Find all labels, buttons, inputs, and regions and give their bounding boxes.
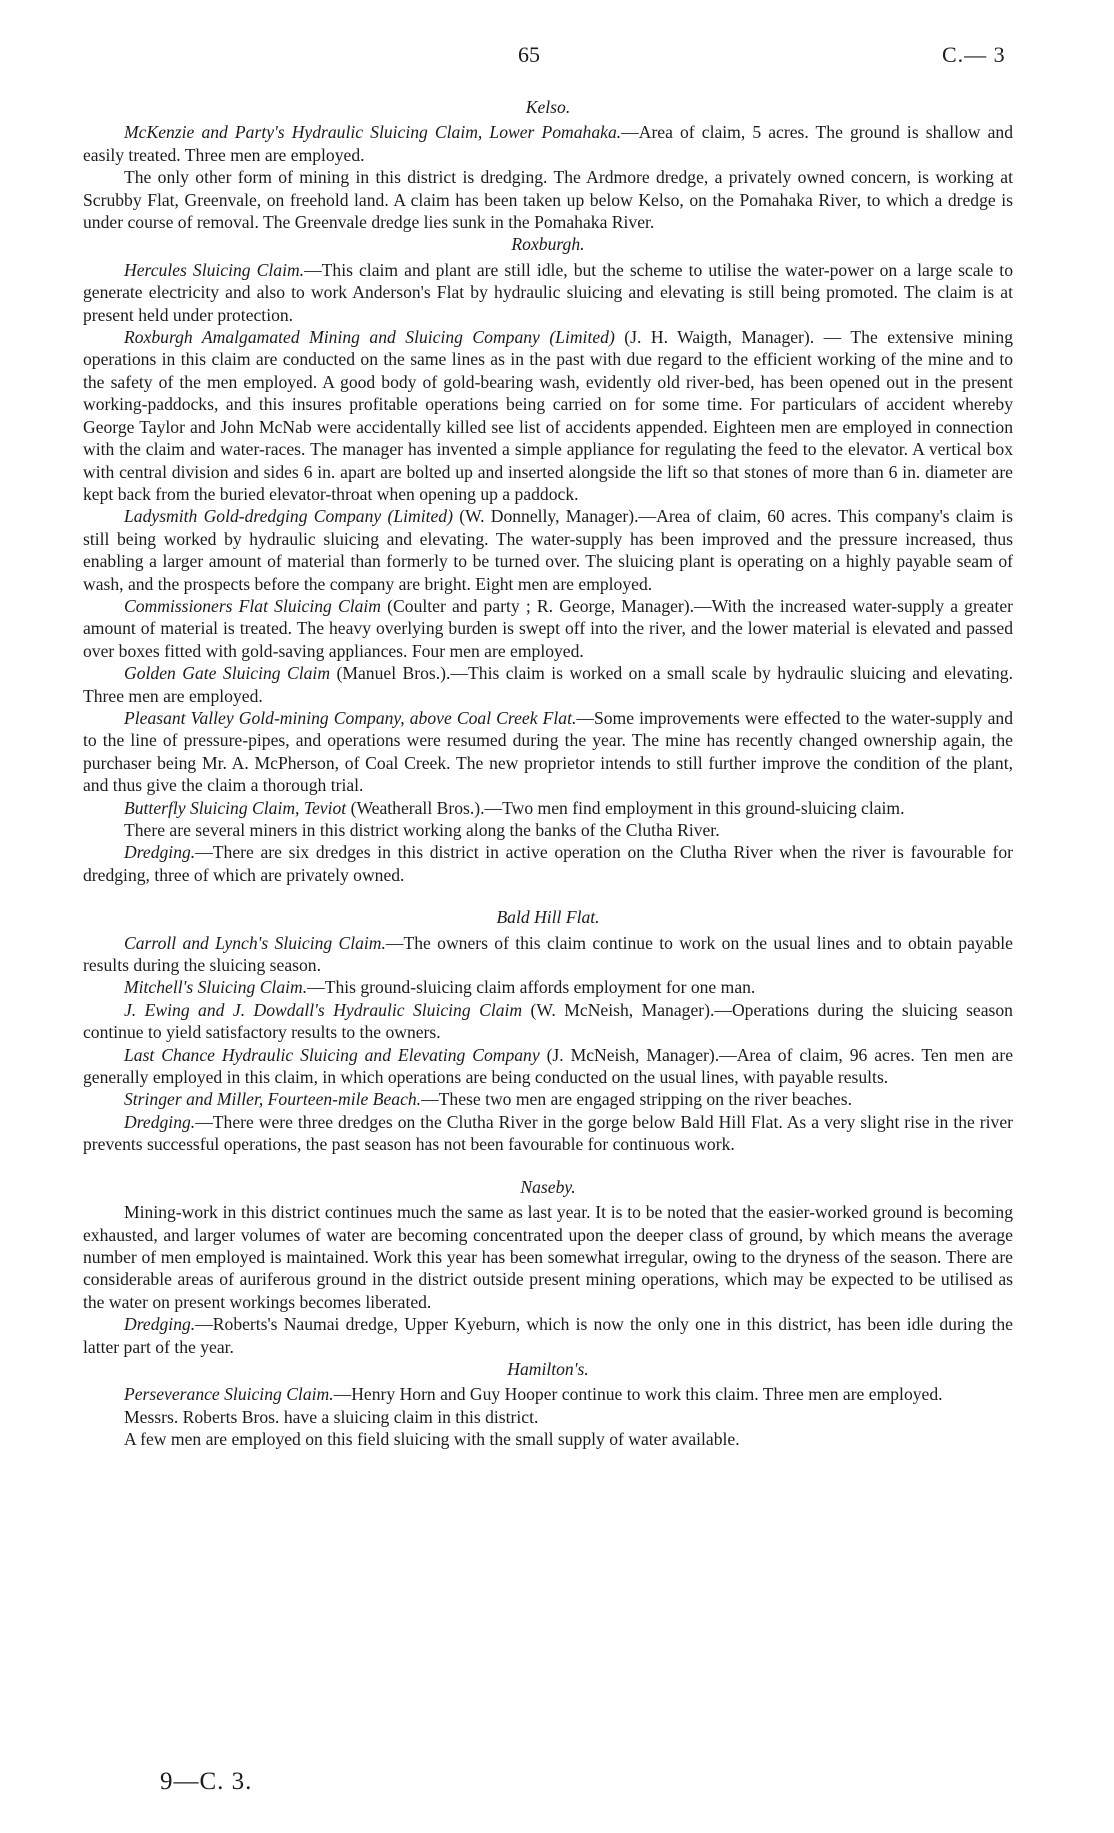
- paragraph-text: —These two men are engaged stripping on the river beaches.: [421, 1089, 852, 1110]
- paragraph-text: —Some improvements were effected to the water-supply and to the line of pressure-pipes, and operations were resumed during the year. The mine has recently changed ownership again, the purchaser being Mr. A. McPherson, of Coal Creek. The new proprietor intends to still further improve the condition of the plant, and thus give the claim a thorough trial.: [83, 707, 1013, 796]
- paragraph-text: (Coulter and party ; R. George, Manager).—With the increased water-supply a greater amount of material is treated. The heavy overlying burden is swept off into the river, and the lower material is elevated and passed over boxes fitted with gold-saving appliances. Four men are employed.: [83, 595, 1013, 661]
- paragraph-text: (W. Donnelly, Manager).—Area of claim, 60 acres. This company's claim is still being worked by hydraulic sluicing and elevating. The water-supply has been improved and the pressure increased, thus enabling a larger amount of material than formerly to be turned over. The sluicing plant is operating on a highly payable seam of wash, and the prospects before the company are bright. Eight men are employed.: [83, 506, 1013, 594]
- claim-name: McKenzie and Party's Hydraulic Sluicing Claim, Lower Pomahaka.: [124, 122, 622, 143]
- claim-name: Golden Gate Sluicing Claim: [124, 663, 331, 684]
- paragraph: [83, 662, 1013, 707]
- paragraph: [83, 819, 1013, 841]
- paragraph-text: (Manuel Bros.).—This claim is worked on a small scale by hydraulic sluicing and elevating. Three men are employed.: [83, 663, 1013, 706]
- claim-name: Dredging.: [124, 842, 196, 863]
- paragraph-text: —The owners of this claim continue to work on the usual lines and to obtain payable results during the sluicing season.: [83, 932, 1013, 976]
- paragraph: [83, 1044, 1013, 1089]
- document-reference: C.— 3: [942, 42, 1006, 67]
- claim-name: Butterfly Sluicing Claim, Teviot: [124, 797, 347, 818]
- paragraph: [83, 797, 1013, 819]
- paragraph-text: —Area of claim, 5 acres. The ground is shallow and easily treated. Three men are employed.: [83, 122, 1013, 165]
- claim-name: Carroll and Lynch's Sluicing Claim.: [124, 932, 386, 953]
- paragraph-text: —There were three dredges on the Clutha River in the gorge below Bald Hill Flat. As a very slight rise in the river prevents successful operations, the past season has not been favourable for continuous work.: [83, 1111, 1013, 1155]
- paragraph: [83, 505, 1013, 595]
- paragraph: [83, 1428, 1013, 1450]
- claim-name: Roxburgh Amalgamated Mining and Sluicing Company (Limited): [124, 327, 615, 348]
- paragraph: [83, 166, 1013, 233]
- claim-name: Pleasant Valley Gold-mining Company, above Coal Creek Flat.: [124, 707, 577, 728]
- paragraph: [83, 999, 1013, 1044]
- paragraph-text: (W. McNeish, Manager).—Operations during the sluicing season continue to yield satisfactory results to the owners.: [83, 999, 1013, 1043]
- section-heading: Bald Hill Flat.: [496, 907, 600, 928]
- paragraph-text: Messrs. Roberts Bros. have a sluicing claim in this district.: [124, 1406, 539, 1427]
- paragraph: [83, 1313, 1013, 1358]
- paragraph-text: —Roberts's Naumai dredge, Upper Kyeburn, which is now the only one in this district, has been idle during the latter part of the year.: [83, 1314, 1013, 1357]
- section-heading: Kelso.: [525, 97, 571, 117]
- claim-name: Mitchell's Sluicing Claim.: [124, 977, 308, 998]
- section-heading: Roxburgh.: [511, 234, 585, 255]
- paragraph-text: —This claim and plant are still idle, but the scheme to utilise the water-power on a large scale to generate electricity and also to work Anderson's Flat by hydraulic sluicing and elevating is still being promoted. The claim is at present held under protection.: [83, 259, 1013, 325]
- page-number: 65: [518, 42, 540, 67]
- paragraph: [83, 1406, 1013, 1428]
- page-header: [0, 44, 1114, 70]
- section-heading: Hamilton's.: [507, 1358, 589, 1379]
- paragraph: [83, 1201, 1013, 1313]
- paragraph: [83, 841, 1013, 886]
- paragraph: [83, 121, 1013, 166]
- paragraph-text: —There are six dredges in this district in active operation on the Clutha River when the river is favourable for dredging, three of which are privately owned.: [83, 842, 1013, 885]
- paragraph: [83, 932, 1013, 977]
- paragraph: [83, 1383, 1013, 1405]
- paragraph: [83, 1088, 1013, 1110]
- claim-name: Stringer and Miller, Fourteen-mile Beach.: [124, 1089, 422, 1110]
- paragraph-text: There are several miners in this district working along the banks of the Clutha River.: [124, 820, 720, 840]
- paragraph: [83, 1111, 1013, 1156]
- claim-name: Dredging.: [124, 1314, 196, 1335]
- paragraph-text: (J. McNeish, Manager).—Area of claim, 96 acres. Ten men are generally employed in this claim, in which operations are being conducted on the usual lines, with payable results.: [83, 1044, 1013, 1088]
- paragraph-text: (Weatherall Bros.).—Two men find employment in this ground-sluicing claim.: [346, 797, 905, 818]
- claim-name: Ladysmith Gold-dredging Company (Limited): [124, 506, 453, 527]
- claim-name: Hercules Sluicing Claim.: [124, 259, 305, 280]
- claim-name: J. Ewing and J. Dowdall's Hydraulic Sluicing Claim: [124, 999, 523, 1020]
- paragraph-text: —This ground-sluicing claim affords employment for one man.: [307, 977, 756, 998]
- section-heading: Naseby.: [520, 1176, 576, 1197]
- paragraph-text: A few men are employed on this field sluicing with the small supply of water available.: [124, 1429, 740, 1450]
- claim-name: Last Chance Hydraulic Sluicing and Elevating Company: [124, 1044, 540, 1065]
- paragraph: [83, 326, 1013, 505]
- paragraph: [83, 976, 1013, 998]
- paragraph-text: —Henry Horn and Guy Hooper continue to work this claim. Three men are employed.: [333, 1384, 943, 1405]
- paragraph: [83, 259, 1013, 326]
- document-body: [83, 96, 1013, 1451]
- paragraph-text: (J. H. Waigth, Manager). — The extensive mining operations in this claim are conducted on the same lines as in the past with due regard to the efficient working of the mine and to the safety of the men employed. A good body of gold-bearing wash, evidently old river-bed, has been opened out in the present working-paddocks, and this insures profitable operations being carried on for some time. For particulars of accident whereby George Taylor and John McNab were accidentally killed see list of accidents appended. Eighteen men are employed in connection with the claim and water-races. The manager has invented a simple appliance for regulating the feed to the elevator. A vertical box with central division and sides 6 in. apart are bolted up and inserted alongside the lift so that stones of more than 6 in. diameter are kept back from the buried elevator-throat when opening up a paddock.: [83, 327, 1013, 504]
- claim-name: Perseverance Sluicing Claim.: [124, 1384, 334, 1405]
- paragraph-text: The only other form of mining in this district is dredging. The Ardmore dredge, a privately owned concern, is working at Scrubby Flat, Greenvale, on freehold land. A claim has been taken up below Kelso, on the Pomahaka River, to which a dredge is under course of removal. The Greenvale dredge lies sunk in the Pomahaka River.: [83, 167, 1013, 233]
- claim-name: Dredging.: [124, 1111, 196, 1132]
- printer-signature: 9—C. 3.: [160, 1768, 253, 1795]
- paragraph: [83, 707, 1013, 797]
- paragraph-text: Mining-work in this district continues much the same as last year. It is to be noted that the easier-worked ground is becoming exhausted, and larger volumes of water are becoming concentrated upon the deeper class of ground, by which means the average number of men employed is maintained. Work this year has been somewhat irregular, owing to the dryness of the season. There are considerable areas of auriferous ground in the district outside present mining operations, which may be expected to be utilised as the water on present workings becomes liberated.: [83, 1202, 1013, 1312]
- paragraph: [83, 595, 1013, 662]
- claim-name: Commissioners Flat Sluicing Claim: [124, 595, 382, 616]
